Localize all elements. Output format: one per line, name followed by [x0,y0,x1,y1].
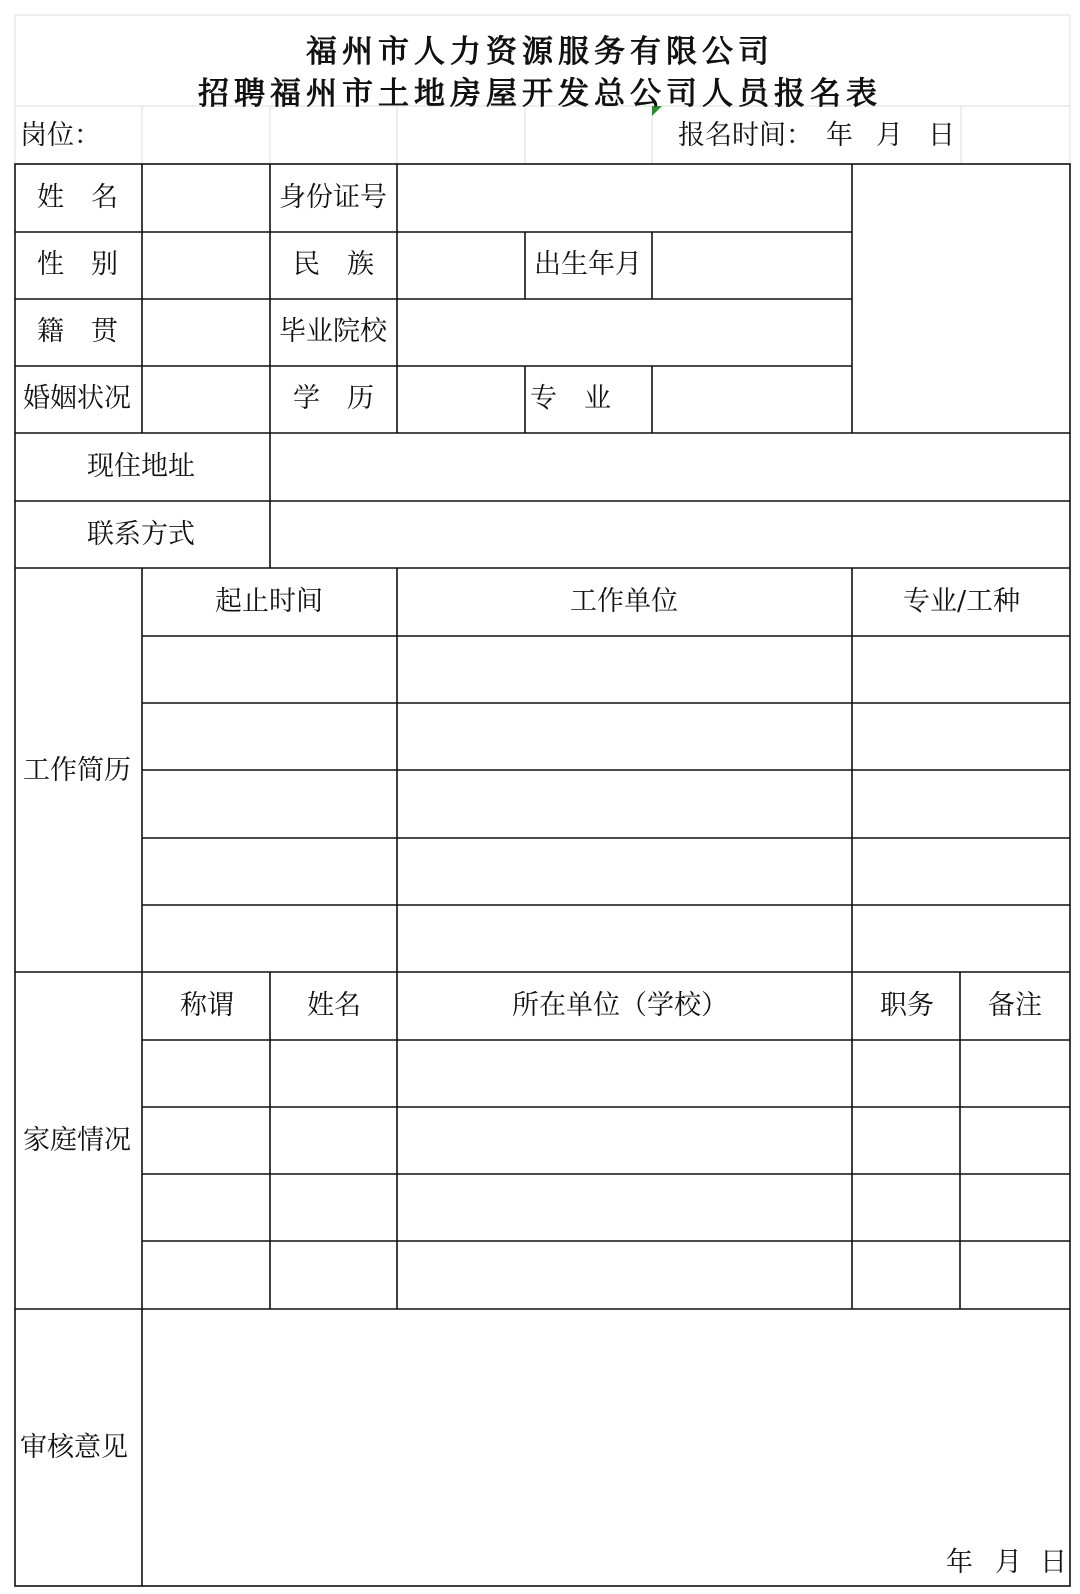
position-input[interactable] [142,106,652,164]
ethnicity-label: 民 族 [293,249,374,280]
photo-box[interactable] [853,165,1069,432]
work-history-row[interactable] [142,703,1070,770]
registration-date-label: 报名时间： [678,120,813,151]
family-row[interactable] [142,1040,1070,1107]
work-employer-header: 工作单位 [570,586,678,617]
address-input[interactable] [271,434,1069,500]
form-title: 招聘福州市土地房屋开发总公司人员报名表 [198,76,882,112]
origin-label: 籍 贯 [37,316,118,347]
origin-input[interactable] [143,300,269,365]
review-opinion-label: 审核意见 [20,1432,128,1463]
family-name-header: 姓名 [307,990,361,1021]
school-label: 毕业院校 [279,316,387,347]
review-year: 年 [946,1547,973,1578]
birth-date-label: 出生年月 [534,249,642,280]
family-label: 家庭情况 [23,1125,131,1156]
contact-label: 联系方式 [87,519,195,550]
contact-input[interactable] [271,502,1069,567]
name-label: 姓 名 [37,182,118,213]
marital-status-label: 婚姻状况 [23,383,131,414]
family-row[interactable] [142,1241,1070,1309]
work-period-header: 起止时间 [215,586,323,617]
family-relation-header: 称谓 [180,990,234,1021]
education-label: 学 历 [293,383,374,414]
address-label: 现住地址 [87,451,195,482]
work-specialty-header: 专业/工种 [903,586,1021,617]
id-number-label: 身份证号 [279,182,387,213]
family-row[interactable] [142,1174,1070,1241]
review-opinion-input[interactable] [143,1310,1069,1585]
work-history-row[interactable] [142,770,1070,838]
registration-day: 日 [928,120,955,151]
company-title: 福州市人力资源服务有限公司 [306,34,774,70]
work-history-label: 工作简历 [23,755,131,786]
school-input[interactable] [398,300,851,365]
major-label: 专 业 [530,383,611,414]
gender-label: 性 别 [37,249,118,280]
name-input[interactable] [143,165,269,231]
ethnicity-input[interactable] [398,233,524,298]
review-month: 月 [995,1547,1022,1578]
id-number-input[interactable] [398,165,851,231]
work-history-row[interactable] [142,838,1070,905]
registration-month: 月 [876,120,903,151]
work-history-row[interactable] [142,905,1070,972]
family-unit-header: 所在单位（学校） [512,990,728,1021]
birth-date-input[interactable] [653,233,851,298]
family-remark-header: 备注 [988,990,1042,1021]
education-input[interactable] [398,367,524,432]
marital-status-input[interactable] [143,367,269,432]
major-input[interactable] [653,367,851,432]
registration-year: 年 [826,120,853,151]
position-label: 岗位： [20,120,101,151]
family-duty-header: 职务 [880,990,934,1021]
gender-input[interactable] [143,233,269,298]
review-day: 日 [1040,1547,1067,1578]
work-history-row[interactable] [142,636,1070,703]
family-row[interactable] [142,1107,1070,1174]
